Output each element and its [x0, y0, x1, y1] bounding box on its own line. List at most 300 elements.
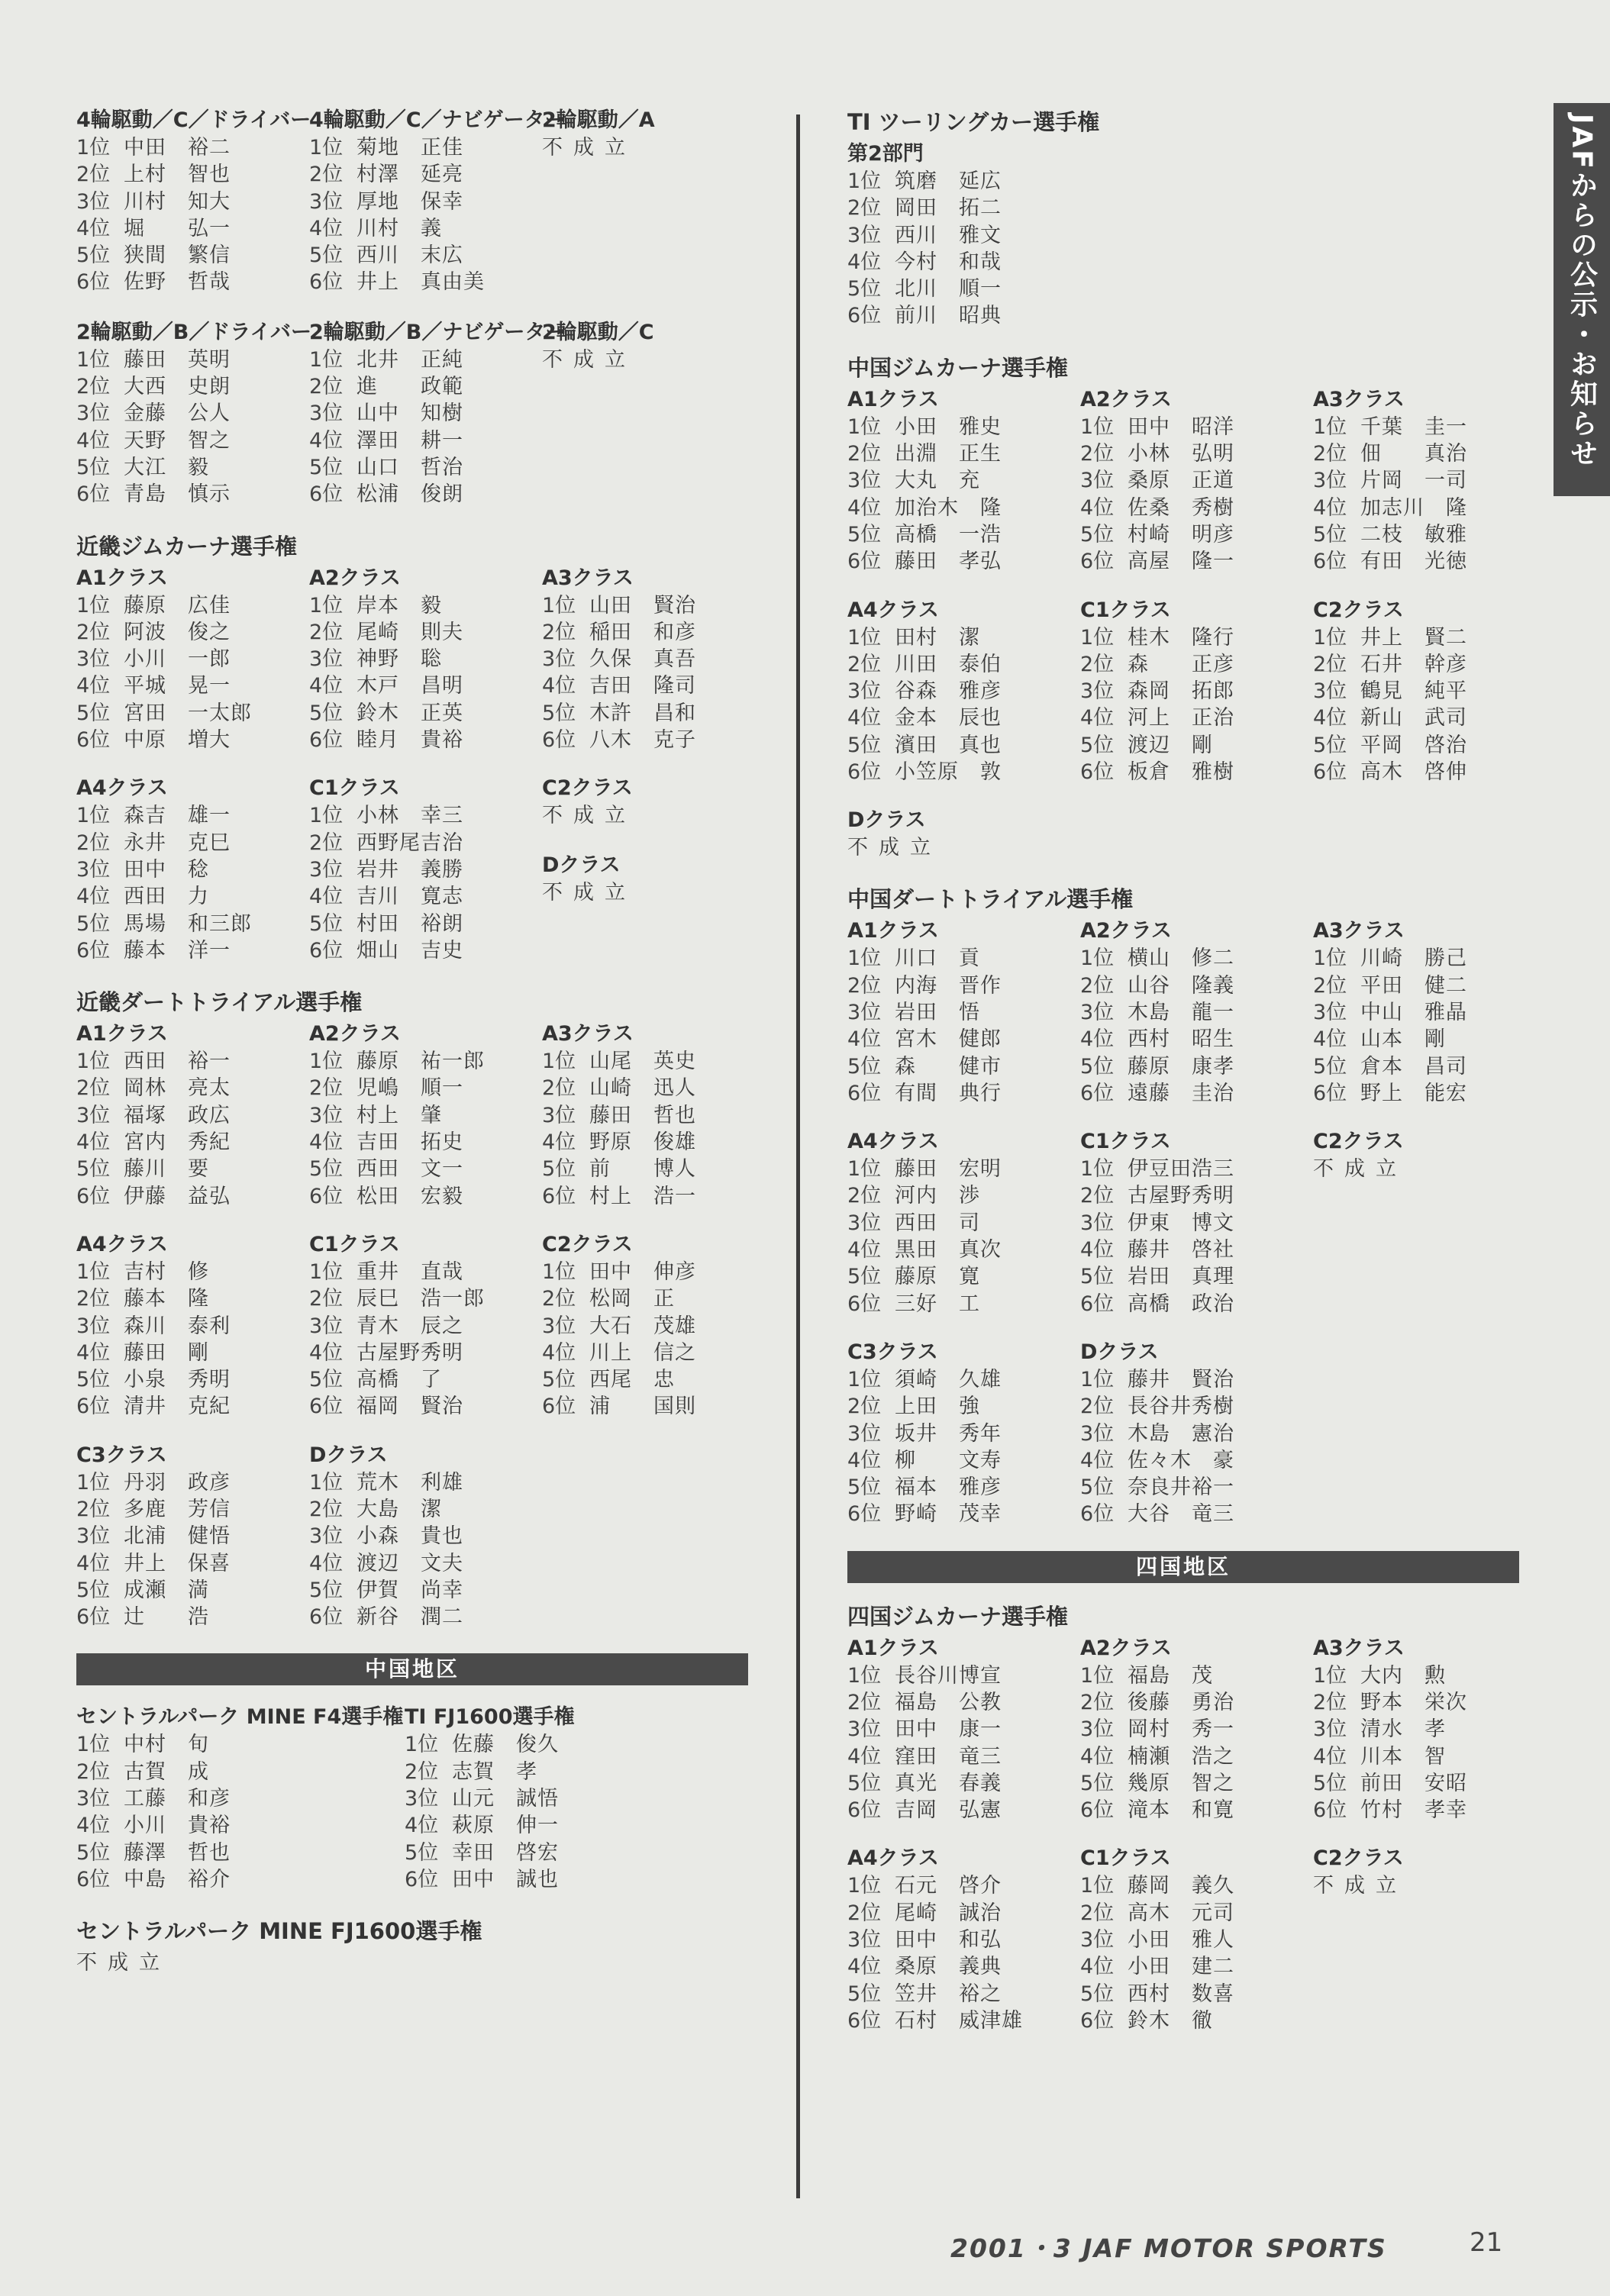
rank: 4位 [309, 1130, 344, 1155]
driver-name: 前 博人 [589, 1157, 696, 1182]
result-row [309, 1577, 542, 1604]
driver-name: 久保 真吾 [589, 647, 696, 672]
rank: 3位 [542, 647, 576, 672]
result-row [405, 1840, 733, 1866]
result-row [76, 1866, 405, 1893]
driver-name: 西川 末広 [357, 243, 463, 268]
result-row [309, 802, 542, 829]
result-row [1313, 759, 1546, 785]
rank: 6位 [309, 1184, 344, 1208]
championship-title: 近畿ジムカーナ選手権 [76, 533, 297, 559]
result-row [847, 1501, 1080, 1527]
rank: 4位 [542, 1130, 576, 1155]
rank: 1位 [542, 1050, 576, 1074]
rank: 5位 [542, 1157, 576, 1182]
class-name: A3クラス [1313, 387, 1405, 411]
result-row [405, 1812, 733, 1839]
driver-name: 藤原 康孝 [1128, 1054, 1234, 1079]
rank: 5位 [76, 911, 111, 936]
result-row [76, 1577, 309, 1604]
class-block [1080, 1339, 1313, 1528]
driver-name: 浦 国則 [589, 1395, 696, 1419]
driver-name: 幾原 智之 [1128, 1771, 1234, 1795]
result-row [309, 856, 542, 883]
rank: 4位 [847, 1955, 882, 1979]
result-row [1313, 1662, 1546, 1689]
result-row [76, 1523, 309, 1549]
result-row [309, 400, 542, 427]
result-row [309, 161, 542, 188]
result-row [1080, 440, 1313, 467]
driver-name: 吉田 隆司 [589, 674, 696, 698]
rank: 5位 [76, 1157, 111, 1182]
class-name: C2クラス [1313, 598, 1404, 622]
driver-name: 小川 貴裕 [124, 1814, 231, 1838]
championship-title: 中国ダートトライアル選手権 [847, 886, 1134, 913]
result-row [76, 134, 309, 161]
driver-name: 坂井 秀年 [895, 1421, 1002, 1446]
class-name: A2クラス [309, 1022, 401, 1046]
rank: 1位 [309, 1259, 344, 1284]
class-grid [847, 140, 1519, 330]
class-name: A3クラス [1313, 919, 1405, 943]
class-block [309, 1231, 542, 1420]
class-name: 4輪駆動／C／ナビゲーター [309, 108, 566, 132]
rank: 6位 [76, 1867, 111, 1891]
result-row [76, 830, 309, 856]
rank: 5位 [309, 1157, 344, 1182]
rank: 5位 [76, 701, 111, 725]
rank: 3位 [309, 1524, 344, 1549]
driver-name: 中田 裕二 [124, 136, 231, 160]
result-row [1080, 521, 1313, 548]
driver-name: 高木 啓伸 [1360, 760, 1467, 785]
result-row [309, 1313, 542, 1340]
result-row [76, 215, 309, 242]
result-row [1080, 1662, 1313, 1689]
rank: 1位 [1313, 414, 1347, 439]
magazine-footer: 2001・3 JAF MOTOR SPORTS [950, 2233, 1387, 2263]
class-block [76, 1231, 309, 1420]
rank: 1位 [847, 1663, 882, 1688]
rank: 4位 [1080, 1744, 1115, 1769]
championship-block [847, 1601, 1519, 2035]
driver-name: 成瀬 満 [124, 1578, 209, 1602]
driver-name: 藤井 賢治 [1128, 1367, 1234, 1391]
result-row [76, 1812, 405, 1839]
championship-title: 中国ジムカーナ選手権 [847, 354, 1068, 381]
rank: 2位 [309, 163, 344, 187]
class-name: C1クラス [1080, 1846, 1171, 1871]
driver-name: 工藤 和彦 [124, 1787, 231, 1811]
result-row [847, 495, 1080, 521]
driver-name: 中原 増大 [124, 728, 231, 753]
class-name: 2輪駆動／A [542, 108, 655, 132]
result-row [1313, 624, 1546, 651]
rank: 4位 [76, 1130, 111, 1155]
driver-name: 前川 昭典 [895, 304, 1002, 328]
result-row [309, 215, 542, 242]
result-row [1080, 1927, 1313, 1953]
result-row [1080, 1053, 1313, 1080]
result-row [847, 195, 1080, 221]
rank: 4位 [847, 706, 882, 730]
driver-name: 村上 肇 [357, 1103, 442, 1127]
class-block [76, 107, 309, 296]
class-name: A1クラス [847, 1636, 939, 1660]
result-row [76, 856, 309, 883]
rank: 4位 [76, 674, 111, 698]
driver-name: 片岡 一司 [1360, 469, 1467, 493]
rank: 2位 [1313, 973, 1347, 998]
result-row [1313, 732, 1546, 759]
result-row [76, 1340, 309, 1366]
result-row [847, 972, 1080, 999]
result-row [1080, 1953, 1313, 1980]
rank: 2位 [1313, 652, 1347, 676]
driver-name: 青島 慎示 [124, 482, 231, 507]
rank: 1位 [1313, 946, 1347, 971]
result-row [542, 1366, 775, 1393]
rank: 1位 [309, 347, 344, 372]
result-row [309, 1129, 542, 1156]
result-row [1080, 678, 1313, 705]
result-row [76, 161, 309, 188]
result-row [542, 1259, 775, 1285]
driver-name: 福塚 政広 [124, 1103, 231, 1127]
rank: 3位 [1313, 1717, 1347, 1742]
result-row [1080, 705, 1313, 731]
result-row [309, 1366, 542, 1393]
driver-name: 板倉 雅樹 [1128, 760, 1234, 785]
rank: 5位 [309, 455, 344, 479]
rank: 5位 [76, 1840, 111, 1865]
driver-name: 尾崎 則夫 [357, 620, 463, 644]
driver-name: 後藤 勇治 [1128, 1690, 1234, 1714]
result-row [542, 1075, 775, 1101]
result-row [847, 1743, 1080, 1770]
driver-name: 志賀 孝 [452, 1759, 537, 1784]
rank: 4位 [309, 1340, 344, 1365]
result-row [1080, 945, 1313, 972]
driver-name: 狭間 繁信 [124, 243, 231, 268]
extra-class [542, 852, 775, 906]
driver-name: 児嶋 順一 [357, 1076, 463, 1101]
class-name: C3クラス [847, 1340, 938, 1364]
rank: 1位 [309, 136, 344, 160]
driver-name: 堀 弘一 [124, 216, 231, 240]
class-name: C2クラス [542, 776, 633, 801]
class-block [847, 1845, 1080, 2034]
driver-name: 丹羽 政彦 [124, 1470, 231, 1495]
class-block [76, 1442, 309, 1631]
driver-name: 川田 泰伯 [895, 652, 1002, 676]
driver-name: 藤田 剛 [124, 1340, 209, 1365]
result-row [309, 1259, 542, 1285]
class-block [542, 565, 775, 754]
class-name: A4クラス [76, 776, 168, 801]
result-row [847, 945, 1080, 972]
driver-name: 井上 保喜 [124, 1551, 231, 1575]
result-row [76, 373, 309, 400]
result-row [76, 242, 309, 269]
result-row [847, 759, 1080, 785]
rank: 2位 [1313, 442, 1347, 466]
rank: 6位 [309, 938, 344, 963]
rank: 1位 [847, 169, 882, 193]
rank: 4位 [309, 216, 344, 240]
result-row [76, 481, 309, 508]
driver-name: 藤本 隆 [124, 1287, 209, 1311]
rank: 6位 [76, 1605, 111, 1630]
result-row [1080, 972, 1313, 999]
result-row [1313, 999, 1546, 1026]
rank: 5位 [1080, 733, 1115, 757]
driver-name: 山田 賢治 [589, 593, 696, 618]
result-row [309, 189, 542, 215]
result-row [847, 1291, 1080, 1317]
rank: 3位 [1313, 469, 1347, 493]
driver-name: 川崎 勝己 [1360, 946, 1467, 971]
result-row [1080, 1237, 1313, 1263]
rank: 4位 [1313, 1744, 1347, 1769]
rank: 3位 [309, 647, 344, 672]
class-name: A1クラス [76, 1022, 168, 1046]
class-name: A1クラス [847, 387, 939, 411]
rank: 2位 [847, 1184, 882, 1208]
rank: 1位 [1080, 414, 1115, 439]
rank: 3位 [1313, 1000, 1347, 1024]
driver-name: 渡辺 文夫 [357, 1551, 463, 1575]
result-row [76, 1366, 309, 1393]
result-row [1080, 1900, 1313, 1927]
driver-name: 木戸 昌明 [357, 674, 463, 698]
rank: 3位 [309, 1314, 344, 1338]
result-row [847, 1716, 1080, 1743]
driver-name: 笠井 裕之 [895, 1982, 1002, 2006]
result-row [1080, 1291, 1313, 1317]
left-column [76, 107, 748, 1999]
driver-name: 川本 智 [1360, 1744, 1446, 1769]
result-row [542, 646, 775, 672]
rank: 2位 [76, 620, 111, 644]
rank: 4位 [76, 428, 111, 453]
driver-name: 真光 春義 [895, 1771, 1002, 1795]
result-row [1313, 1053, 1546, 1080]
result-row [847, 1689, 1080, 1716]
driver-name: 佐々木 豪 [1128, 1448, 1234, 1472]
class-name: Dクラス [309, 1443, 388, 1467]
driver-name: 川村 義 [357, 216, 442, 240]
driver-name: 大西 史朗 [124, 375, 231, 399]
driver-name: 千葉 圭一 [1360, 414, 1467, 439]
rank: 1位 [1313, 625, 1347, 650]
driver-name: 山中 知樹 [357, 401, 463, 426]
rank: 5位 [1313, 1771, 1347, 1795]
rank: 4位 [76, 1814, 111, 1838]
driver-name: 畑山 吉史 [357, 938, 463, 963]
result-row [847, 1366, 1080, 1393]
class-block [542, 1021, 775, 1210]
result-row [76, 427, 309, 454]
result-row [309, 1393, 542, 1420]
not-held: 不成立 [847, 836, 941, 860]
rank: 2位 [542, 1076, 576, 1101]
driver-name: 佐野 哲哉 [124, 270, 231, 295]
result-row [1313, 414, 1546, 440]
not-held: 不成立 [76, 1951, 170, 1975]
result-row [542, 1183, 775, 1210]
column-divider [796, 114, 800, 2198]
rank: 1位 [847, 946, 882, 971]
driver-name: 吉村 修 [124, 1259, 209, 1284]
result-row [542, 619, 775, 646]
result-row [1313, 467, 1546, 494]
rank: 4位 [847, 1448, 882, 1472]
driver-name: 金藤 公人 [124, 401, 231, 426]
result-row [309, 1075, 542, 1101]
rank: 3位 [847, 223, 882, 247]
result-row [76, 1075, 309, 1101]
rank: 6位 [1080, 2008, 1115, 2033]
driver-name: 内海 晋作 [895, 973, 1002, 998]
result-row [1080, 548, 1313, 575]
rank: 4位 [309, 1551, 344, 1575]
class-name: C1クラス [1080, 1130, 1171, 1154]
page-number: 21 [1470, 2227, 1503, 2258]
result-row [1313, 1689, 1546, 1716]
result-row [847, 548, 1080, 575]
driver-name: 松浦 俊朗 [357, 482, 463, 507]
result-row [76, 1731, 405, 1758]
result-row [309, 1156, 542, 1182]
rank: 5位 [847, 1475, 882, 1500]
result-row [847, 1927, 1080, 1953]
rank: 2位 [76, 1076, 111, 1101]
result-row [309, 427, 542, 454]
driver-name: 野崎 茂幸 [895, 1502, 1002, 1527]
rank: 3位 [405, 1787, 439, 1811]
rank: 3位 [76, 1524, 111, 1549]
result-row [309, 134, 542, 161]
rank: 1位 [847, 414, 882, 439]
driver-name: 遠藤 圭治 [1128, 1081, 1234, 1105]
class-block [1080, 917, 1313, 1107]
driver-name: 清水 孝 [1360, 1717, 1446, 1742]
rank: 6位 [847, 2008, 882, 2033]
class-block [309, 1021, 542, 1210]
rank: 3位 [1313, 679, 1347, 704]
result-row [1313, 548, 1546, 575]
driver-name: 三好 工 [895, 1292, 980, 1316]
driver-name: 佃 真治 [1360, 442, 1467, 466]
rank: 3位 [847, 1717, 882, 1742]
rank: 2位 [76, 1759, 111, 1784]
driver-name: 澤田 耕一 [357, 428, 463, 453]
rank: 3位 [1080, 1717, 1115, 1742]
class-block [76, 565, 309, 754]
rank: 2位 [542, 620, 576, 644]
result-row [309, 1469, 542, 1496]
championship-title: 近畿ダートトライアル選手権 [76, 989, 363, 1016]
result-row [847, 1900, 1080, 1927]
result-row [847, 168, 1080, 195]
rank: 4位 [1080, 495, 1115, 520]
result-row [76, 1129, 309, 1156]
rank: 2位 [309, 1287, 344, 1311]
driver-name: 荒木 利雄 [357, 1470, 463, 1495]
driver-name: 藤田 哲也 [589, 1103, 696, 1127]
result-row [309, 646, 542, 672]
not-held: 不成立 [542, 804, 636, 828]
rank: 6位 [76, 270, 111, 295]
rank: 4位 [847, 1027, 882, 1052]
result-row [542, 1393, 775, 1420]
driver-name: 小田 雅人 [1128, 1928, 1234, 1953]
rank: 6位 [1080, 1292, 1115, 1316]
class-block [309, 565, 542, 754]
driver-name: 村澤 延亮 [357, 163, 463, 187]
result-row [847, 276, 1080, 302]
class-name: C2クラス [542, 1232, 633, 1256]
driver-name: 野本 栄次 [1360, 1690, 1467, 1714]
result-row [1080, 1080, 1313, 1107]
result-row [309, 937, 542, 964]
rank: 3位 [309, 1103, 344, 1127]
result-row [405, 1731, 733, 1758]
class-block [309, 319, 566, 508]
not-held: 不成立 [542, 881, 636, 905]
driver-name: 藤原 寛 [895, 1265, 980, 1289]
class-grid [76, 319, 748, 508]
driver-name: 上村 智也 [124, 163, 231, 187]
driver-name: 濱田 真也 [895, 733, 1002, 757]
result-row [847, 414, 1080, 440]
rank: 4位 [847, 250, 882, 274]
class-block [1080, 1845, 1313, 2034]
driver-name: 厚地 保幸 [357, 189, 463, 214]
driver-name: 上田 強 [895, 1395, 980, 1419]
rank: 2位 [847, 652, 882, 676]
class-block [847, 1635, 1080, 1824]
result-row [76, 454, 309, 481]
driver-name: 黒田 真次 [895, 1238, 1002, 1262]
driver-name: 吉川 寛志 [357, 885, 463, 909]
driver-name: 桑原 正道 [1128, 469, 1234, 493]
driver-name: 加志川 隆 [1360, 495, 1467, 520]
result-row [1313, 705, 1546, 731]
driver-name: 鈴木 徹 [1128, 2008, 1213, 2033]
class-name: 4輪駆動／C／ドライバー [76, 108, 311, 132]
result-row [309, 1102, 542, 1129]
rank: 2位 [76, 1497, 111, 1521]
rank: 1位 [405, 1733, 439, 1757]
result-row [76, 911, 309, 937]
driver-name: 高木 元司 [1128, 1901, 1234, 1925]
rank: 4位 [542, 1340, 576, 1365]
result-row [847, 1210, 1080, 1237]
rank: 2位 [1080, 1690, 1115, 1714]
result-row [76, 672, 309, 699]
driver-name: 神野 聡 [357, 647, 442, 672]
rank: 5位 [405, 1840, 439, 1865]
result-row [76, 269, 309, 295]
class-block [1313, 1845, 1546, 2034]
driver-name: 伊豆田浩三 [1128, 1157, 1234, 1182]
driver-name: 有間 典行 [895, 1081, 1002, 1105]
class-block [76, 775, 309, 964]
result-row [542, 672, 775, 699]
